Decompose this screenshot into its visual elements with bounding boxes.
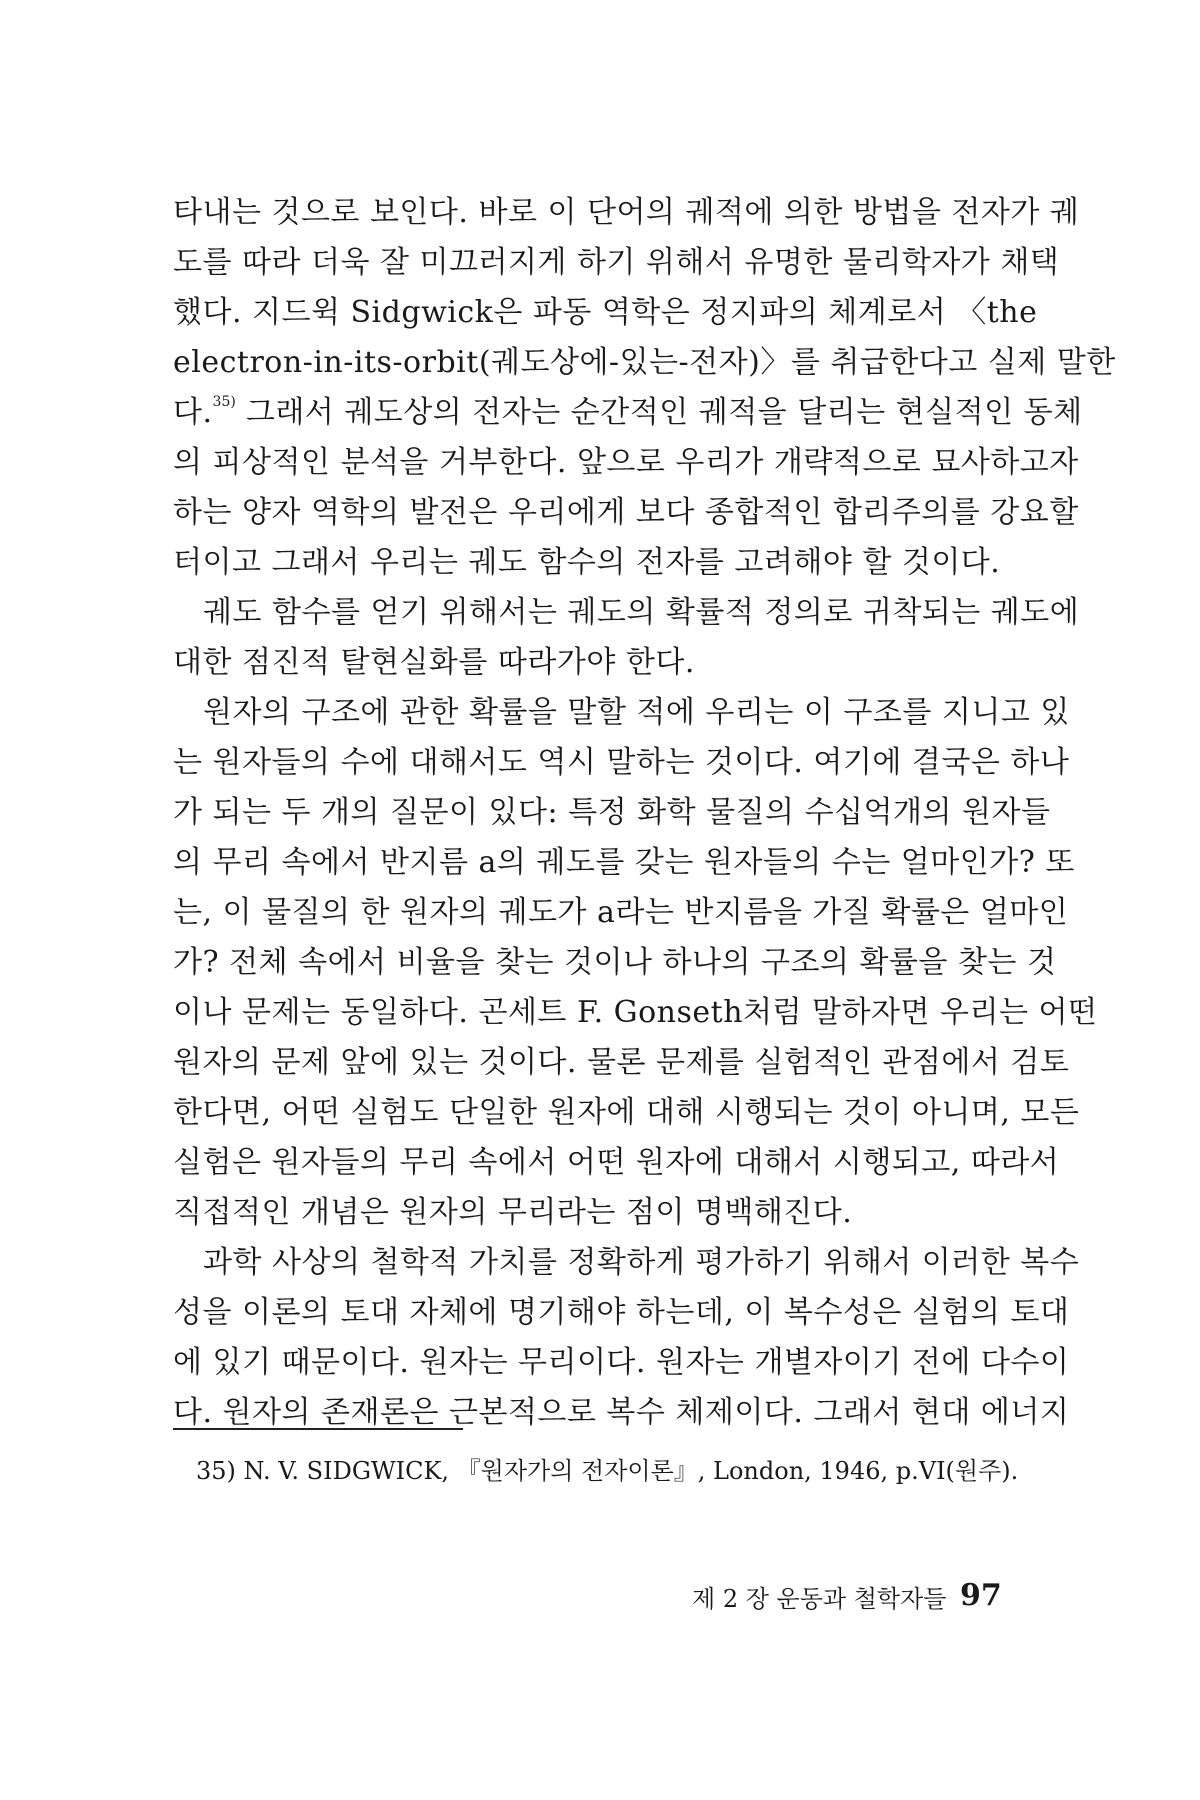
footnote-divider bbox=[173, 1428, 463, 1430]
text-line: 하는 양자 역학의 발전은 우리에게 보다 종합적인 합리주의를 강요할 bbox=[173, 495, 1079, 530]
text-line: 궤도 함수를 얻기 위해서는 궤도의 확률적 정의로 귀착되는 궤도에 bbox=[203, 595, 1080, 630]
page-number: 97 bbox=[960, 1578, 1002, 1613]
text-line: 과학 사상의 철학적 가치를 정확하게 평가하기 위해서 이러한 복수 bbox=[203, 1245, 1080, 1280]
running-footer: 제 2 장 운동과 철학자들 bbox=[692, 1585, 947, 1613]
text-line: 대한 점진적 탈현실화를 따라가야 한다. bbox=[173, 645, 695, 680]
footnote: 35) N. V. SIDGWICK, 『원자가의 전자이론』, London, 1946, p.VI(원주). bbox=[196, 1457, 1019, 1485]
text-line: 이나 문제는 동일하다. 곤세트 F. Gonseth처럼 말하자면 우리는 어떤 bbox=[173, 995, 1098, 1030]
text-segment: 다. bbox=[173, 395, 213, 430]
text-line bbox=[173, 388, 1083, 438]
text-line: 의 무리 속에서 반지름 a의 궤도를 갖는 원자들의 수는 얼마인가? 또 bbox=[173, 845, 1075, 880]
paragraph-3 bbox=[173, 688, 1098, 1238]
body-text bbox=[173, 188, 1116, 1438]
paragraph-1 bbox=[173, 188, 1116, 588]
text-line: 의 피상적인 분석을 거부한다. 앞으로 우리가 개략적으로 묘사하고자 bbox=[173, 445, 1079, 480]
text-line: 는 원자들의 수에 대해서도 역시 말하는 것이다. 여기에 결국은 하나 bbox=[173, 745, 1070, 780]
text-line: 는, 이 물질의 한 원자의 궤도가 a라는 반지름을 가질 확률은 얼마인 bbox=[173, 895, 1069, 930]
text-line: 한다면, 어떤 실험도 단일한 원자에 대해 시행되는 것이 아니며, 모든 bbox=[173, 1095, 1080, 1130]
text-line: 다. 원자의 존재론은 근본적으로 복수 체제이다. 그래서 현대 에너지 bbox=[173, 1395, 1070, 1430]
paragraph-2 bbox=[173, 588, 1080, 688]
text-line: 원자의 구조에 관한 확률을 말할 적에 우리는 이 구조를 지니고 있 bbox=[203, 695, 1070, 730]
footnote-reference: 35) bbox=[212, 394, 236, 410]
text-line: 에 있기 때문이다. 원자는 무리이다. 원자는 개별자이기 전에 다수이 bbox=[173, 1345, 1070, 1380]
text-line: electron-in-its-orbit(궤도상에-있는-전자)〉를 취급한다고 실제 말한 bbox=[173, 345, 1116, 380]
text-line: 도를 따라 더욱 잘 미끄러지게 하기 위해서 유명한 물리학자가 채택 bbox=[173, 245, 1060, 280]
text-line: 실험은 원자들의 무리 속에서 어떤 원자에 대해서 시행되고, 따라서 bbox=[173, 1145, 1060, 1180]
paragraph-4 bbox=[173, 1238, 1080, 1438]
text-line: 가 되는 두 개의 질문이 있다: 특정 화학 물질의 수십억개의 원자들 bbox=[173, 795, 1051, 830]
text-line: 터이고 그래서 우리는 궤도 함수의 전자를 고려해야 할 것이다. bbox=[173, 545, 1001, 580]
text-line: 원자의 문제 앞에 있는 것이다. 물론 문제를 실험적인 관점에서 검토 bbox=[173, 1045, 1070, 1080]
text-line: 성을 이론의 토대 자체에 명기해야 하는데, 이 복수성은 실험의 토대 bbox=[173, 1295, 1070, 1330]
text-segment: 그래서 궤도상의 전자는 순간적인 궤적을 달리는 현실적인 동체 bbox=[235, 395, 1083, 430]
text-line: 가? 전체 속에서 비율을 찾는 것이나 하나의 구조의 확률을 찾는 것 bbox=[173, 945, 1057, 980]
text-line: 했다. 지드윅 Sidgwick은 파동 역학은 정지파의 체계로서 〈the bbox=[173, 295, 1038, 330]
text-line: 직접적인 개념은 원자의 무리라는 점이 명백해진다. bbox=[173, 1195, 853, 1230]
text-line: 타내는 것으로 보인다. 바로 이 단어의 궤적에 의한 방법을 전자가 궤 bbox=[173, 195, 1080, 230]
